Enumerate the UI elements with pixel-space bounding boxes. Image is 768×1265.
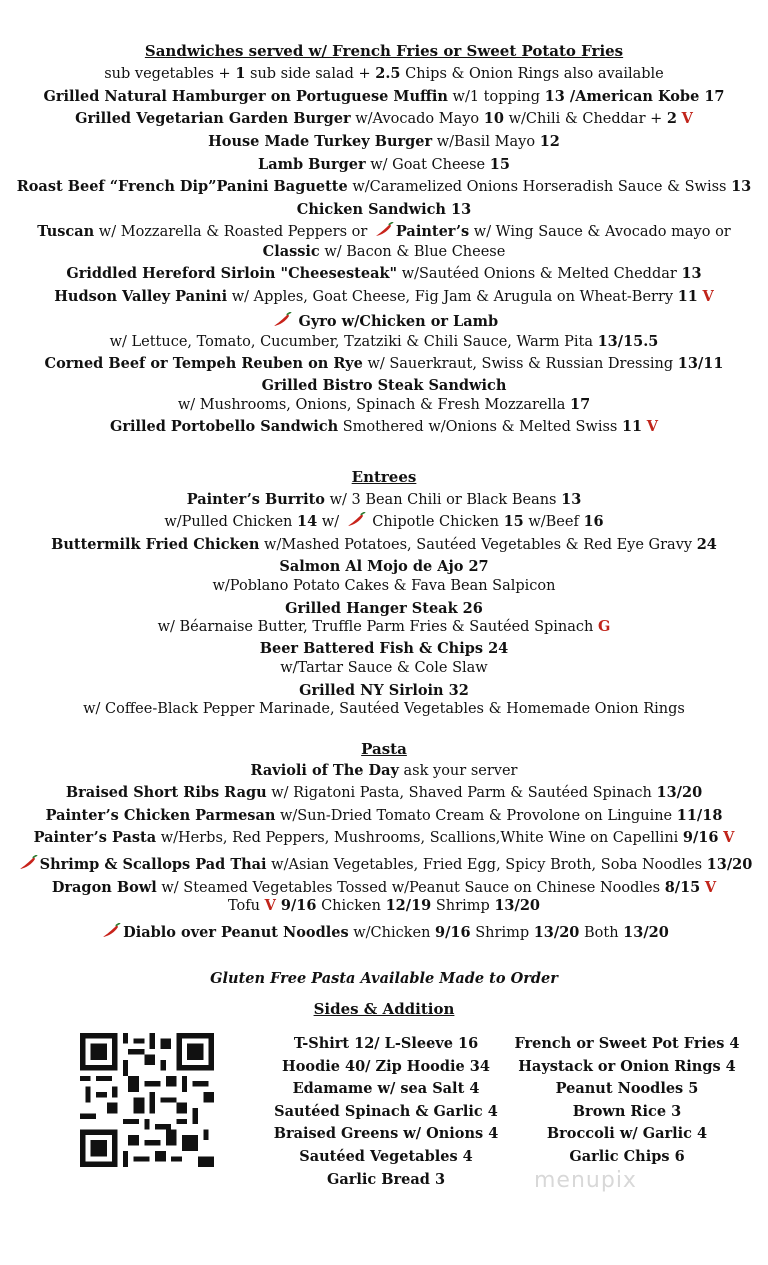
menu-item: Chicken Sandwich 13 bbox=[296, 201, 472, 218]
side-item: Brown Rice 3 bbox=[572, 1102, 682, 1120]
menu-item: Grilled Bistro Steak Sandwich bbox=[261, 377, 507, 394]
menu-item: Salmon Al Mojo de Ajo 27 bbox=[279, 558, 489, 575]
vegetarian-mark: V bbox=[264, 897, 276, 914]
menu-item-options: Tofu V 9/16 Chicken 12/19 Shrimp 13/20 bbox=[227, 897, 540, 914]
menu-item: Braised Short Ribs Ragu w/ Rigatoni Pasta, Shaved Parm & Sautéed Spinach 13/20 bbox=[65, 784, 703, 801]
menu-item-desc: w/ Mushrooms, Onions, Spinach & Fresh Mozzarella 17 bbox=[177, 396, 591, 413]
side-item: French or Sweet Pot Fries 4 bbox=[514, 1035, 740, 1052]
menu-item: Grilled Vegetarian Garden Burger w/Avocado Mayo 10 w/Chili & Cheddar + 2 V bbox=[75, 110, 693, 127]
vegetarian-mark: V bbox=[704, 879, 717, 896]
side-item: Haystack or Onion Rings 4 bbox=[518, 1057, 736, 1075]
side-item: T-Shirt 12/ L-Sleeve 16 bbox=[293, 1035, 479, 1052]
sandwich-sub-options: sub vegetables + 1 sub side salad + 2.5 Chips & Onion Rings also available bbox=[104, 65, 664, 82]
menu-item: Ravioli of The Day ask your server bbox=[250, 762, 518, 779]
vegetarian-mark: V bbox=[702, 288, 714, 305]
menu-item: Grilled Natural Hamburger on Portuguese Muffin w/1 topping 13 /American Kobe 17 bbox=[43, 88, 725, 105]
spicy-pepper-icon bbox=[346, 512, 366, 528]
menu-item-desc: w/ Béarnaise Butter, Truffle Parm Fries & Sautéed Spinach G bbox=[157, 618, 611, 635]
menu-item: Lamb Burger w/ Goat Cheese 15 bbox=[258, 156, 510, 173]
menu-item: Beer Battered Fish & Chips 24 bbox=[259, 640, 509, 657]
menu-item: Grilled NY Sirloin 32 bbox=[299, 682, 469, 699]
side-item: Braised Greens w/ Onions 4 bbox=[273, 1125, 499, 1143]
menu-item: Hudson Valley Panini w/ Apples, Goat Cheese, Fig Jam & Arugula on Wheat-Berry 11 V bbox=[54, 288, 714, 305]
menu-item: Diablo over Peanut Noodles w/Chicken 9/16 Shrimp 13/20 Both 13/20 bbox=[0, 923, 768, 943]
menu-item: Roast Beef “French Dip”Panini Baguette w/Caramelized Onions Horseradish Sauce & Swiss 13 bbox=[16, 178, 752, 195]
side-item: Sautéed Vegetables 4 bbox=[299, 1147, 473, 1165]
side-item: Broccoli w/ Garlic 4 bbox=[546, 1125, 708, 1143]
spicy-pepper-icon bbox=[374, 222, 394, 238]
menu-item-options: w/Pulled Chicken 14 w/ Chipotle Chicken 15 w/Beef 16 bbox=[164, 513, 604, 530]
vegetarian-mark: V bbox=[681, 110, 693, 127]
menu-item-desc: w/ Lettuce, Tomato, Cucumber, Tzatziki & Chili Sauce, Warm Pita 13/15.5 bbox=[109, 333, 659, 350]
vegetarian-mark: V bbox=[723, 829, 735, 846]
menu-item-desc: w/Tartar Sauce & Cole Slaw bbox=[280, 660, 488, 676]
side-item: Garlic Bread 3 bbox=[326, 1170, 446, 1188]
side-item: Sautéed Spinach & Garlic 4 bbox=[274, 1102, 498, 1120]
menu-item: Gyro w/Chicken or Lamb bbox=[0, 312, 768, 332]
chicken-options-line: Tuscan w/ Mozzarella & Roasted Peppers or Painter’s w/ Wing Sauce & Avocado mayo or bbox=[37, 223, 731, 240]
menu-item: Painter’s Burrito w/ 3 Bean Chili or Black Beans 13 bbox=[186, 491, 582, 508]
sides-left-column bbox=[268, 1033, 504, 1191]
sides-right-column bbox=[512, 1033, 742, 1169]
spicy-pepper-icon bbox=[18, 855, 38, 871]
gluten-free-mark: G bbox=[597, 618, 611, 635]
qr-code bbox=[80, 1033, 214, 1167]
watermark: menupix bbox=[534, 1168, 637, 1193]
menu-item: House Made Turkey Burger w/Basil Mayo 12 bbox=[208, 133, 560, 150]
side-item: Hoodie 40/ Zip Hoodie 34 bbox=[282, 1057, 490, 1075]
pasta-heading: Pasta bbox=[361, 740, 407, 758]
menu-item: Buttermilk Fried Chicken w/Mashed Potatoes, Sautéed Vegetables & Red Eye Gravy 24 bbox=[51, 536, 717, 553]
menu-item-desc: w/ Coffee-Black Pepper Marinade, Sautéed Vegetables & Homemade Onion Rings bbox=[83, 701, 685, 717]
sandwiches-heading: Sandwiches served w/ French Fries or Sweet Potato Fries bbox=[144, 42, 624, 60]
menu-item: Grilled Portobello Sandwich Smothered w/Onions & Melted Swiss 11 V bbox=[109, 418, 659, 435]
side-item: Peanut Noodles 5 bbox=[555, 1080, 699, 1098]
entrees-heading: Entrees bbox=[351, 468, 417, 486]
sides-heading: Sides & Addition bbox=[313, 1000, 455, 1018]
menu-item: Dragon Bowl w/ Steamed Vegetables Tossed w/Peanut Sauce on Chinese Noodles 8/15 V bbox=[51, 879, 717, 896]
menu-item: Corned Beef or Tempeh Reuben on Rye w/ Sauerkraut, Swiss & Russian Dressing 13/11 bbox=[44, 355, 724, 372]
menu-item: Shrimp & Scallops Pad Thai w/Asian Vegetables, Fried Egg, Spicy Broth, Soba Noodles 13/20 bbox=[0, 855, 768, 875]
gluten-free-note: Gluten Free Pasta Available Made to Order bbox=[210, 970, 558, 987]
menu-item: Griddled Hereford Sirloin "Cheesesteak" w/Sautéed Onions & Melted Cheddar 13 bbox=[66, 265, 702, 282]
spicy-pepper-icon bbox=[272, 312, 292, 328]
menu-item: Painter’s Pasta w/Herbs, Red Peppers, Mushrooms, Scallions,White Wine on Capellini 9/16 V bbox=[33, 829, 735, 846]
side-item: Edamame w/ sea Salt 4 bbox=[292, 1080, 480, 1098]
spicy-pepper-icon bbox=[101, 923, 121, 939]
menu-item-desc: w/Poblano Potato Cakes & Fava Bean Salpicon bbox=[212, 578, 556, 594]
menu-item: Grilled Hanger Steak 26 bbox=[285, 600, 483, 617]
side-item: Garlic Chips 6 bbox=[569, 1147, 685, 1165]
chicken-options-line: Classic w/ Bacon & Blue Cheese bbox=[262, 243, 506, 260]
menu-item: Painter’s Chicken Parmesan w/Sun-Dried Tomato Cream & Provolone on Linguine 11/18 bbox=[45, 807, 723, 824]
vegetarian-mark: V bbox=[646, 418, 659, 435]
